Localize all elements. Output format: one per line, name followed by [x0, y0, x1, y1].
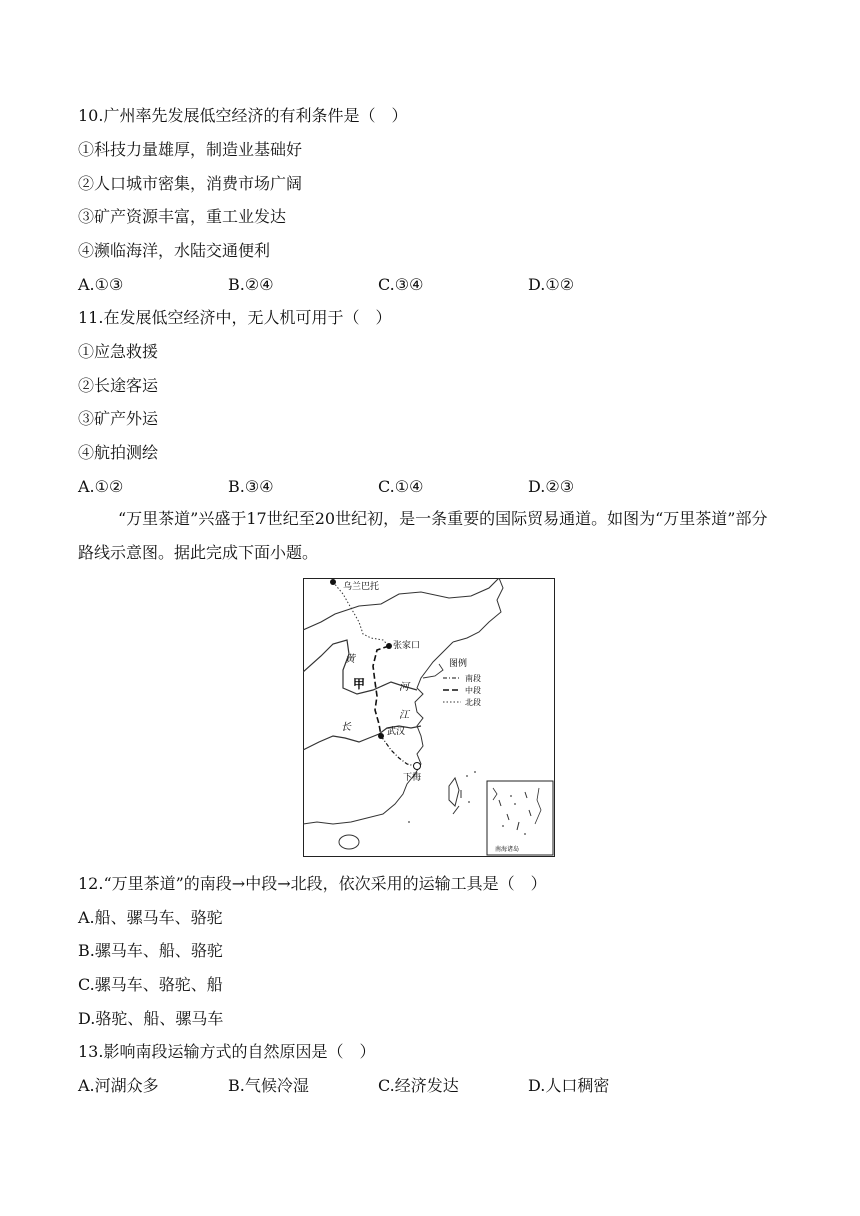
- q10-option-a[interactable]: A.①③: [78, 275, 124, 294]
- q11-item-4: ④航拍测绘: [78, 443, 159, 462]
- q10-item-3: ③矿产资源丰富，重工业发达: [78, 207, 287, 226]
- q13-option-d[interactable]: D.人口稠密: [528, 1076, 610, 1095]
- label-chang: 长: [341, 722, 351, 733]
- q10-item-4: ④濒临海洋，水陆交通便利: [78, 241, 271, 260]
- zhangjiakou-dot: [386, 643, 392, 649]
- label-jia: 甲: [353, 677, 366, 691]
- passage: “万里茶道”兴盛于17世纪至20世纪初，是一条重要的国际贸易通道。如图为“万里茶道”部分路线示意图。据此完成下面小题。: [78, 509, 768, 562]
- legend-north: 北段: [465, 698, 481, 707]
- q10-item-1: ①科技力量雄厚，制造业基础好: [78, 140, 303, 159]
- q11-item-3: ③矿产外运: [78, 409, 159, 428]
- q12-option-a[interactable]: A.船、骡马车、骆驼: [78, 908, 223, 927]
- q11-option-c[interactable]: C.①④: [378, 477, 424, 496]
- q10-option-d[interactable]: D.①②: [528, 275, 575, 294]
- label-jiang: 江: [399, 710, 409, 721]
- label-xiamei: 下梅: [403, 773, 422, 783]
- q11-option-d[interactable]: D.②③: [528, 477, 575, 496]
- label-wuhan: 武汉: [387, 727, 406, 737]
- q10-option-b[interactable]: B.②④: [228, 275, 274, 294]
- wuhan-dot: [378, 733, 384, 739]
- q13-option-a[interactable]: A.河湖众多: [78, 1076, 159, 1095]
- q11-stem: 11.在发展低空经济中，无人机可用于（ ）: [78, 308, 392, 327]
- legend-middle: 中段: [465, 686, 481, 695]
- q11-option-b[interactable]: B.③④: [228, 477, 274, 496]
- label-he: 河: [399, 682, 409, 693]
- q11-item-1: ①应急救援: [78, 342, 159, 361]
- label-inset: 南海诸岛: [495, 846, 520, 853]
- q10-stem: 10.广州率先发展低空经济的有利条件是（ ）: [78, 106, 408, 125]
- label-ulaanbaatar: 乌兰巴托: [343, 582, 380, 592]
- label-zhangjiakou: 张家口: [393, 641, 421, 651]
- q12-option-c[interactable]: C.骡马车、骆驼、船: [78, 975, 223, 994]
- q13-stem: 13.影响南段运输方式的自然原因是（ ）: [78, 1042, 376, 1061]
- q12-stem: 12.“万里茶道”的南段→中段→北段，依次采用的运输工具是（ ）: [78, 874, 547, 893]
- q13-option-c[interactable]: C.经济发达: [378, 1076, 459, 1095]
- q12-option-b[interactable]: B.骡马车、船、骆驼: [78, 941, 223, 960]
- legend-title: 图例: [449, 659, 468, 669]
- q11-item-2: ②长途客运: [78, 376, 159, 395]
- xiamei-dot: [414, 763, 421, 770]
- q10-item-2: ②人口城市密集，消费市场广阔: [78, 174, 303, 193]
- q12-option-d[interactable]: D.骆驼、船、骡马车: [78, 1009, 224, 1028]
- legend-south: 南段: [465, 674, 481, 683]
- south-sea-inset: [487, 781, 553, 855]
- tea-road-map: [303, 578, 555, 857]
- ulaanbaatar-dot: [330, 579, 336, 585]
- q13-option-b[interactable]: B.气候冷湿: [228, 1076, 309, 1095]
- label-huang: 黄: [345, 654, 355, 665]
- q11-option-a[interactable]: A.①②: [78, 477, 124, 496]
- q10-option-c[interactable]: C.③④: [378, 275, 424, 294]
